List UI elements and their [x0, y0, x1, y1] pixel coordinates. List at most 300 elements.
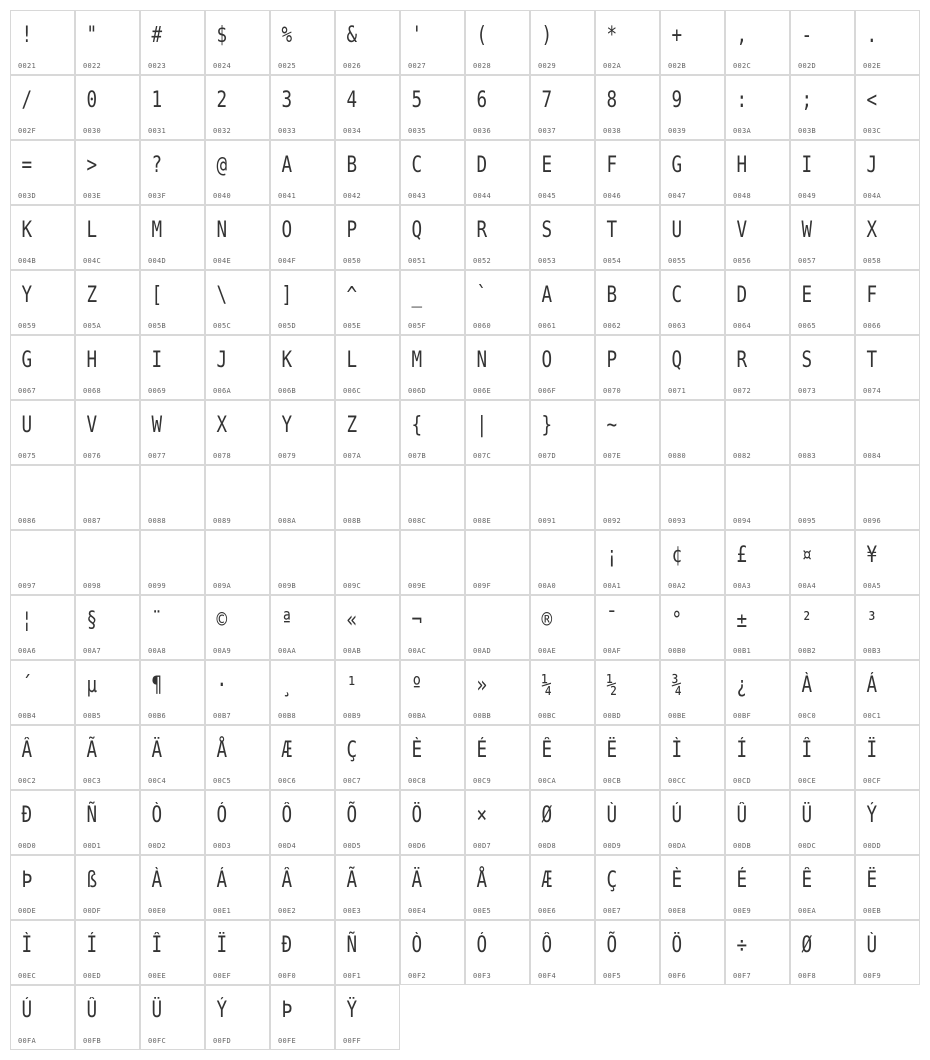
glyph-cell: [790, 660, 855, 725]
glyph-cell: [75, 985, 140, 1050]
glyph-codepoint: 0064: [733, 322, 752, 330]
glyph-character: J: [866, 153, 878, 178]
glyph-character: Â: [21, 738, 33, 763]
glyph-cell: [75, 270, 140, 335]
glyph-character: Ý: [866, 803, 878, 828]
glyph-character: :: [736, 88, 748, 113]
glyph-cell: [335, 465, 400, 530]
glyph-character: *: [606, 23, 618, 48]
glyph-character: Y: [281, 413, 293, 438]
glyph-character: Ü: [801, 803, 813, 828]
glyph-character: -: [801, 23, 813, 48]
glyph-cell: [400, 790, 465, 855]
glyph-cell: [530, 595, 595, 660]
glyph-cell: [595, 855, 660, 920]
glyph-character: Ö: [671, 933, 683, 958]
glyph-cell: [595, 270, 660, 335]
glyph-codepoint: 00D8: [538, 842, 557, 850]
glyph-character: ]: [281, 283, 293, 308]
glyph-character: ©: [216, 608, 228, 633]
glyph-character: {: [411, 413, 423, 438]
glyph-cell: [465, 530, 530, 595]
glyph-codepoint: 0063: [668, 322, 687, 330]
glyph-codepoint: 00E4: [408, 907, 427, 915]
glyph-cell: [530, 725, 595, 790]
glyph-codepoint: 00B2: [798, 647, 817, 655]
glyph-codepoint: 00CD: [733, 777, 752, 785]
glyph-character: I: [151, 348, 163, 373]
glyph-character: Ë: [606, 738, 618, 763]
glyph-cell: [660, 660, 725, 725]
glyph-codepoint: 00FA: [18, 1037, 37, 1045]
glyph-cell: [10, 205, 75, 270]
glyph-codepoint: 0061: [538, 322, 557, 330]
glyph-character: I: [801, 153, 813, 178]
glyph-codepoint: 008B: [343, 517, 362, 525]
glyph-cell: [270, 790, 335, 855]
glyph-cell: [270, 270, 335, 335]
glyph-cell: [855, 725, 920, 790]
glyph-codepoint: 0076: [83, 452, 102, 460]
glyph-character: Ÿ: [346, 998, 358, 1023]
glyph-codepoint: 003F: [148, 192, 167, 200]
glyph-cell: [855, 595, 920, 660]
glyph-codepoint: 00F9: [863, 972, 882, 980]
glyph-codepoint: 00EC: [18, 972, 37, 980]
glyph-cell: [725, 725, 790, 790]
glyph-cell: [725, 270, 790, 335]
glyph-cell: [595, 335, 660, 400]
glyph-codepoint: 00C4: [148, 777, 167, 785]
glyph-character: ¶: [151, 673, 163, 698]
glyph-codepoint: 0056: [733, 257, 752, 265]
glyph-character: E: [541, 153, 553, 178]
glyph-cell: [400, 270, 465, 335]
glyph-codepoint: 00B5: [83, 712, 102, 720]
glyph-cell: [335, 10, 400, 75]
glyph-character: ¥: [866, 543, 878, 568]
glyph-codepoint: 00E8: [668, 907, 687, 915]
glyph-character: Ý: [216, 998, 228, 1023]
glyph-character: G: [671, 153, 683, 178]
glyph-character: 3: [281, 88, 293, 113]
glyph-codepoint: 0033: [278, 127, 297, 135]
glyph-codepoint: 00FE: [278, 1037, 297, 1045]
glyph-codepoint: 009E: [408, 582, 427, 590]
glyph-codepoint: 0025: [278, 62, 297, 70]
glyph-cell: [10, 10, 75, 75]
glyph-cell: [465, 10, 530, 75]
glyph-codepoint: 00BE: [668, 712, 687, 720]
glyph-cell: [140, 10, 205, 75]
glyph-codepoint: 0032: [213, 127, 232, 135]
glyph-character: Ä: [151, 738, 163, 763]
glyph-cell: [595, 140, 660, 205]
glyph-codepoint: 00F2: [408, 972, 427, 980]
glyph-codepoint: 0087: [83, 517, 102, 525]
glyph-cell: [140, 725, 205, 790]
glyph-character: %: [281, 23, 293, 48]
glyph-codepoint: 0053: [538, 257, 557, 265]
glyph-codepoint: 0030: [83, 127, 102, 135]
glyph-cell: [75, 400, 140, 465]
glyph-character: ¦: [21, 608, 33, 633]
glyph-codepoint: 0021: [18, 62, 37, 70]
glyph-codepoint: 0027: [408, 62, 427, 70]
glyph-cell: [595, 920, 660, 985]
glyph-cell: [595, 660, 660, 725]
glyph-cell: [660, 335, 725, 400]
glyph-character: P: [346, 218, 358, 243]
glyph-codepoint: 00E9: [733, 907, 752, 915]
glyph-codepoint: 002B: [668, 62, 687, 70]
glyph-cell: [75, 75, 140, 140]
glyph-cell: [790, 725, 855, 790]
glyph-codepoint: 0082: [733, 452, 752, 460]
glyph-character: N: [476, 348, 488, 373]
glyph-character: Ï: [216, 933, 228, 958]
glyph-character: C: [671, 283, 683, 308]
glyph-codepoint: 0051: [408, 257, 427, 265]
glyph-cell: [10, 725, 75, 790]
glyph-codepoint: 0080: [668, 452, 687, 460]
glyph-cell: [530, 465, 595, 530]
glyph-character: Â: [281, 868, 293, 893]
glyph-codepoint: 0095: [798, 517, 817, 525]
glyph-character: Ù: [866, 933, 878, 958]
glyph-codepoint: 009F: [473, 582, 492, 590]
glyph-character: ´: [21, 673, 33, 698]
glyph-character: Ò: [411, 933, 423, 958]
glyph-codepoint: 00A6: [18, 647, 37, 655]
glyph-codepoint: 00C1: [863, 712, 882, 720]
glyph-codepoint: 0024: [213, 62, 232, 70]
glyph-codepoint: 0038: [603, 127, 622, 135]
glyph-codepoint: 00FF: [343, 1037, 362, 1045]
glyph-codepoint: 002E: [863, 62, 882, 70]
glyph-codepoint: 005A: [83, 322, 102, 330]
glyph-cell: [465, 270, 530, 335]
glyph-codepoint: 00AE: [538, 647, 557, 655]
glyph-character: ,: [736, 23, 748, 48]
glyph-character: Í: [736, 738, 748, 763]
glyph-cell: [660, 855, 725, 920]
glyph-codepoint: 0067: [18, 387, 37, 395]
glyph-cell: [530, 660, 595, 725]
glyph-cell: [400, 595, 465, 660]
glyph-cell: [465, 725, 530, 790]
glyph-codepoint: 00D6: [408, 842, 427, 850]
glyph-codepoint: 00EA: [798, 907, 817, 915]
glyph-character: Ï: [866, 738, 878, 763]
glyph-cell: [725, 10, 790, 75]
glyph-codepoint: 00DB: [733, 842, 752, 850]
glyph-codepoint: 00ED: [83, 972, 102, 980]
glyph-character: Q: [411, 218, 423, 243]
glyph-codepoint: 006A: [213, 387, 232, 395]
glyph-codepoint: 00FB: [83, 1037, 102, 1045]
glyph-character: ¡: [606, 543, 618, 568]
glyph-cell: [140, 530, 205, 595]
glyph-cell: [725, 400, 790, 465]
glyph-cell: [10, 855, 75, 920]
glyph-cell: [855, 530, 920, 595]
glyph-cell: [400, 400, 465, 465]
glyph-character: F: [606, 153, 618, 178]
glyph-codepoint: 00DF: [83, 907, 102, 915]
glyph-codepoint: 00C3: [83, 777, 102, 785]
glyph-cell: [790, 140, 855, 205]
glyph-cell: [75, 725, 140, 790]
glyph-cell: [530, 855, 595, 920]
glyph-cell: [465, 790, 530, 855]
glyph-codepoint: 00F0: [278, 972, 297, 980]
glyph-cell: [205, 10, 270, 75]
glyph-cell: [530, 75, 595, 140]
glyph-codepoint: 005D: [278, 322, 297, 330]
glyph-cell: [335, 660, 400, 725]
glyph-character: O: [541, 348, 553, 373]
glyph-character: À: [151, 868, 163, 893]
glyph-character: /: [21, 88, 33, 113]
glyph-cell: [10, 335, 75, 400]
glyph-character: 0: [86, 88, 98, 113]
glyph-character: 7: [541, 88, 553, 113]
glyph-codepoint: 008A: [278, 517, 297, 525]
glyph-codepoint: 00F8: [798, 972, 817, 980]
glyph-codepoint: 0084: [863, 452, 882, 460]
glyph-cell: [205, 140, 270, 205]
glyph-codepoint: 00FC: [148, 1037, 167, 1045]
glyph-cell: [790, 790, 855, 855]
glyph-character: S: [801, 348, 813, 373]
glyph-character: S: [541, 218, 553, 243]
glyph-character: N: [216, 218, 228, 243]
glyph-codepoint: 002A: [603, 62, 622, 70]
glyph-cell: [725, 205, 790, 270]
glyph-codepoint: 0096: [863, 517, 882, 525]
glyph-codepoint: 00BC: [538, 712, 557, 720]
glyph-codepoint: 0052: [473, 257, 492, 265]
glyph-cell: [270, 75, 335, 140]
glyph-character: «: [346, 608, 358, 633]
glyph-cell: [725, 660, 790, 725]
glyph-character: ·: [216, 673, 228, 698]
glyph-character: E: [801, 283, 813, 308]
glyph-codepoint: 009C: [343, 582, 362, 590]
glyph-cell: [205, 270, 270, 335]
glyph-codepoint: 0062: [603, 322, 622, 330]
glyph-cell: [855, 270, 920, 335]
glyph-cell: [270, 465, 335, 530]
glyph-character: Ñ: [346, 933, 358, 958]
glyph-character: R: [476, 218, 488, 243]
glyph-codepoint: 00DA: [668, 842, 687, 850]
glyph-cell: [790, 10, 855, 75]
glyph-cell: [140, 595, 205, 660]
glyph-character: Z: [346, 413, 358, 438]
glyph-character: D: [736, 283, 748, 308]
glyph-cell: [660, 725, 725, 790]
glyph-cell: [10, 595, 75, 660]
glyph-codepoint: 002D: [798, 62, 817, 70]
glyph-character: `: [476, 283, 488, 308]
glyph-codepoint: 0026: [343, 62, 362, 70]
glyph-cell: [10, 140, 75, 205]
glyph-codepoint: 0078: [213, 452, 232, 460]
glyph-codepoint: 0094: [733, 517, 752, 525]
glyph-cell: [75, 465, 140, 530]
glyph-codepoint: 00A3: [733, 582, 752, 590]
glyph-codepoint: 007B: [408, 452, 427, 460]
glyph-cell: [75, 530, 140, 595]
glyph-codepoint: 004B: [18, 257, 37, 265]
glyph-character: Ô: [281, 803, 293, 828]
glyph-codepoint: 0023: [148, 62, 167, 70]
glyph-cell: [855, 855, 920, 920]
glyph-cell: [400, 10, 465, 75]
glyph-codepoint: 0039: [668, 127, 687, 135]
glyph-character: ²: [801, 608, 813, 633]
glyph-character: R: [736, 348, 748, 373]
glyph-character: \: [216, 283, 228, 308]
glyph-codepoint: 0043: [408, 192, 427, 200]
glyph-character: È: [411, 738, 423, 763]
glyph-codepoint: 00EF: [213, 972, 232, 980]
glyph-codepoint: 009A: [213, 582, 232, 590]
glyph-cell: [400, 855, 465, 920]
glyph-cell: [790, 400, 855, 465]
glyph-codepoint: 00BF: [733, 712, 752, 720]
glyph-cell: [530, 790, 595, 855]
glyph-codepoint: 0091: [538, 517, 557, 525]
glyph-codepoint: 00F3: [473, 972, 492, 980]
glyph-codepoint: 00EB: [863, 907, 882, 915]
glyph-character: ¯: [606, 608, 618, 633]
glyph-character: Û: [86, 998, 98, 1023]
glyph-cell: [140, 920, 205, 985]
glyph-cell: [10, 530, 75, 595]
glyph-cell: [660, 920, 725, 985]
glyph-character: Ó: [476, 933, 488, 958]
glyph-codepoint: 00D0: [18, 842, 37, 850]
glyph-character: V: [86, 413, 98, 438]
glyph-codepoint: 0069: [148, 387, 167, 395]
glyph-cell: [205, 855, 270, 920]
glyph-character: £: [736, 543, 748, 568]
glyph-character: ': [411, 23, 423, 48]
glyph-codepoint: 00B4: [18, 712, 37, 720]
glyph-cell: [335, 920, 400, 985]
glyph-character: µ: [86, 673, 98, 698]
glyph-codepoint: 0071: [668, 387, 687, 395]
glyph-codepoint: 0065: [798, 322, 817, 330]
glyph-cell: [400, 920, 465, 985]
glyph-codepoint: 00CC: [668, 777, 687, 785]
glyph-codepoint: 0093: [668, 517, 687, 525]
glyph-cell: [465, 75, 530, 140]
glyph-cell: [270, 920, 335, 985]
glyph-character: D: [476, 153, 488, 178]
glyph-character: 4: [346, 88, 358, 113]
glyph-cell: [205, 75, 270, 140]
glyph-character: Ó: [216, 803, 228, 828]
glyph-character: À: [801, 673, 813, 698]
glyph-cell: [140, 270, 205, 335]
glyph-character: ): [541, 23, 553, 48]
glyph-codepoint: 005F: [408, 322, 427, 330]
glyph-codepoint: 005E: [343, 322, 362, 330]
glyph-cell: [140, 400, 205, 465]
glyph-cell: [335, 790, 400, 855]
glyph-cell: [530, 205, 595, 270]
glyph-codepoint: 009B: [278, 582, 297, 590]
glyph-cell: [400, 205, 465, 270]
glyph-character: K: [281, 348, 293, 373]
glyph-cell: [10, 465, 75, 530]
glyph-codepoint: 0072: [733, 387, 752, 395]
glyph-codepoint: 0055: [668, 257, 687, 265]
glyph-character: T: [606, 218, 618, 243]
glyph-character: É: [476, 738, 488, 763]
glyph-cell: [530, 400, 595, 465]
glyph-codepoint: 00A8: [148, 647, 167, 655]
glyph-character: P: [606, 348, 618, 373]
glyph-codepoint: 00EE: [148, 972, 167, 980]
glyph-cell: [855, 660, 920, 725]
glyph-character: ÷: [736, 933, 748, 958]
glyph-character: Ì: [21, 933, 33, 958]
glyph-cell: [660, 75, 725, 140]
glyph-cell: [595, 530, 660, 595]
glyph-codepoint: 00A1: [603, 582, 622, 590]
glyph-codepoint: 0031: [148, 127, 167, 135]
glyph-codepoint: 004C: [83, 257, 102, 265]
glyph-codepoint: 00D1: [83, 842, 102, 850]
glyph-character: ¿: [736, 673, 748, 698]
glyph-cell: [465, 465, 530, 530]
glyph-cell: [270, 855, 335, 920]
glyph-codepoint: 00F1: [343, 972, 362, 980]
glyph-character: Í: [86, 933, 98, 958]
glyph-cell: [205, 725, 270, 790]
glyph-cell: [465, 140, 530, 205]
glyph-cell: [335, 985, 400, 1050]
glyph-cell: [660, 140, 725, 205]
glyph-character: Ô: [541, 933, 553, 958]
glyph-cell: [270, 140, 335, 205]
glyph-cell: [855, 790, 920, 855]
glyph-cell: [595, 75, 660, 140]
glyph-cell: [725, 140, 790, 205]
glyph-character: }: [541, 413, 553, 438]
glyph-cell: [10, 790, 75, 855]
glyph-cell: [140, 140, 205, 205]
glyph-codepoint: 0057: [798, 257, 817, 265]
glyph-cell: [400, 465, 465, 530]
glyph-codepoint: 00E1: [213, 907, 232, 915]
glyph-codepoint: 00D3: [213, 842, 232, 850]
glyph-character: É: [736, 868, 748, 893]
glyph-cell: [205, 595, 270, 660]
glyph-codepoint: 007E: [603, 452, 622, 460]
glyph-cell: [75, 660, 140, 725]
glyph-cell: [75, 10, 140, 75]
glyph-cell: [270, 985, 335, 1050]
glyph-cell: [660, 790, 725, 855]
glyph-character: Þ: [281, 998, 293, 1023]
glyph-cell: [855, 75, 920, 140]
